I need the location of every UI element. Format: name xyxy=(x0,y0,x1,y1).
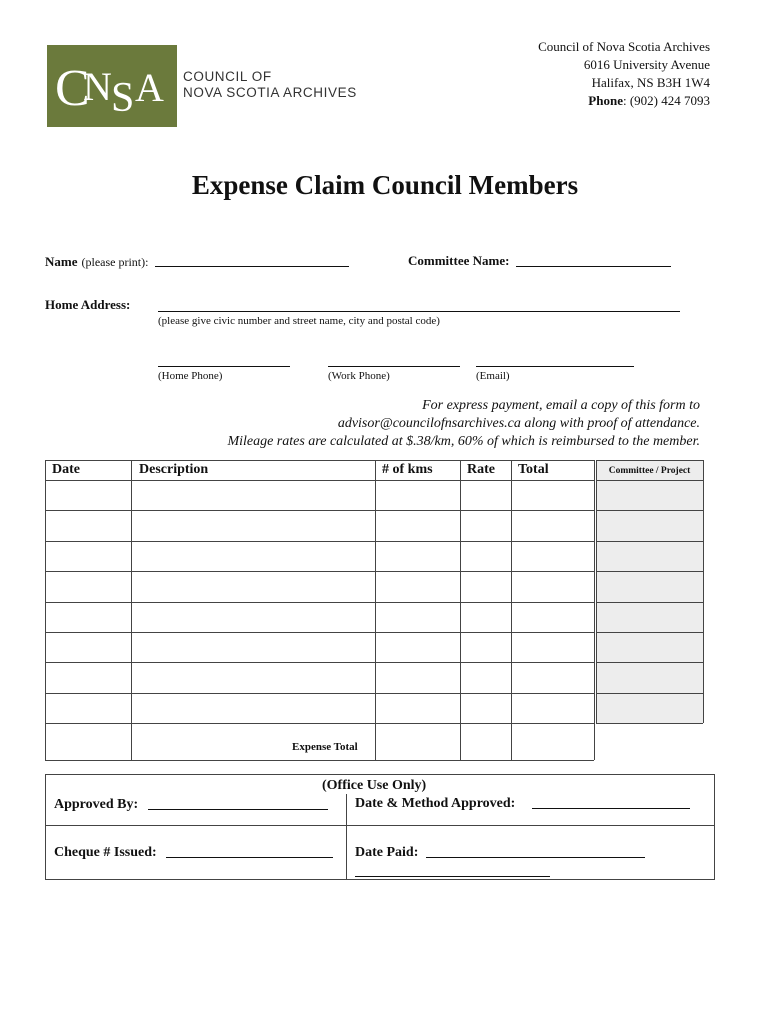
org-address xyxy=(538,38,710,110)
name-input-line[interactable] xyxy=(155,266,349,267)
payment-note xyxy=(140,397,700,451)
cnsa-monogram-icon xyxy=(47,45,177,127)
col-header-description: Description xyxy=(139,462,209,477)
committee-input-line[interactable] xyxy=(516,266,671,267)
committee-row-line xyxy=(596,723,703,724)
committee-row-line xyxy=(596,602,703,603)
svg-text:A: A xyxy=(135,65,164,110)
cheque-line[interactable] xyxy=(166,857,333,858)
committee-row-line xyxy=(596,693,703,694)
committee-row-line xyxy=(596,510,703,511)
home-address-input-line[interactable] xyxy=(158,311,680,312)
org-name: Council of Nova Scotia Archives xyxy=(538,39,710,54)
committee-column-shade xyxy=(596,460,703,723)
name-label: Name xyxy=(45,254,78,269)
home-address-label: Home Address: xyxy=(45,297,131,312)
col-header-rate: Rate xyxy=(467,462,495,477)
home-phone-label: (Home Phone) xyxy=(158,370,223,382)
date-method-label: Date & Method Approved: xyxy=(355,796,516,811)
name-field xyxy=(45,253,148,271)
approved-by-line[interactable] xyxy=(148,809,328,810)
home-phone-input-line[interactable] xyxy=(158,366,290,367)
org-city: Halifax, NS B3H 1W4 xyxy=(591,75,710,90)
date-paid-line[interactable] xyxy=(426,857,645,858)
committee-label: Committee Name: xyxy=(408,253,510,268)
home-address-hint: (please give civic number and street name, city and postal code) xyxy=(158,315,440,327)
logo-line-1: COUNCIL OF xyxy=(183,69,272,84)
svg-text:C: C xyxy=(55,60,90,117)
date-paid-label: Date Paid: xyxy=(355,845,419,860)
page-title: Expense Claim Council Members xyxy=(191,170,579,200)
note-line-2: advisor@councilofnsarchives.ca along with proof of attendance. xyxy=(337,416,700,431)
col-header-date: Date xyxy=(52,462,80,477)
phone-label: Phone xyxy=(588,93,623,108)
committee-row-line xyxy=(596,480,703,481)
approved-by-label: Approved By: xyxy=(54,797,139,812)
logo-wordmark xyxy=(183,69,357,101)
svg-text:N: N xyxy=(83,64,112,109)
table-col-line xyxy=(45,460,46,760)
cnsa-logo xyxy=(47,45,177,127)
committee-row-line xyxy=(596,632,703,633)
expense-total-label: Expense Total xyxy=(292,741,358,753)
committee-col-line xyxy=(703,460,704,723)
col-header-committee: Committee / Project xyxy=(608,466,691,476)
note-line-3: Mileage rates are calculated at $.38/km, 60% of which is reimbursed to the member. xyxy=(227,434,700,449)
work-phone-input-line[interactable] xyxy=(328,366,460,367)
table-bottom-line xyxy=(45,760,594,761)
committee-col-line xyxy=(596,460,597,723)
date-paid-line-2[interactable] xyxy=(355,876,550,877)
org-street: 6016 University Avenue xyxy=(583,57,710,72)
committee-row-line xyxy=(596,662,703,663)
cheque-label: Cheque # Issued: xyxy=(54,845,157,860)
org-phone xyxy=(538,92,710,110)
office-vdivider xyxy=(346,794,347,880)
table-col-line xyxy=(460,460,461,760)
svg-text:S: S xyxy=(111,75,135,121)
email-label: (Email) xyxy=(476,370,510,382)
work-phone-label: (Work Phone) xyxy=(328,370,390,382)
col-header-kms: # of kms xyxy=(382,462,433,477)
table-col-line xyxy=(594,460,595,760)
table-col-line xyxy=(511,460,512,760)
phone-value: : (902) 424 7093 xyxy=(622,93,710,108)
name-hint: (please print): xyxy=(81,255,149,269)
note-line-1: For express payment, email a copy of this form to xyxy=(422,398,700,413)
table-col-line xyxy=(375,460,376,760)
logo-line-2: NOVA SCOTIA ARCHIVES xyxy=(183,85,357,100)
table-top-line-committee xyxy=(596,460,703,461)
email-input-line[interactable] xyxy=(476,366,634,367)
col-header-total: Total xyxy=(518,462,549,477)
committee-row-line xyxy=(596,571,703,572)
committee-row-line xyxy=(596,541,703,542)
date-method-line[interactable] xyxy=(532,808,690,809)
office-divider xyxy=(45,825,715,826)
office-heading: (Office Use Only) xyxy=(322,778,427,793)
table-col-line xyxy=(131,460,132,760)
